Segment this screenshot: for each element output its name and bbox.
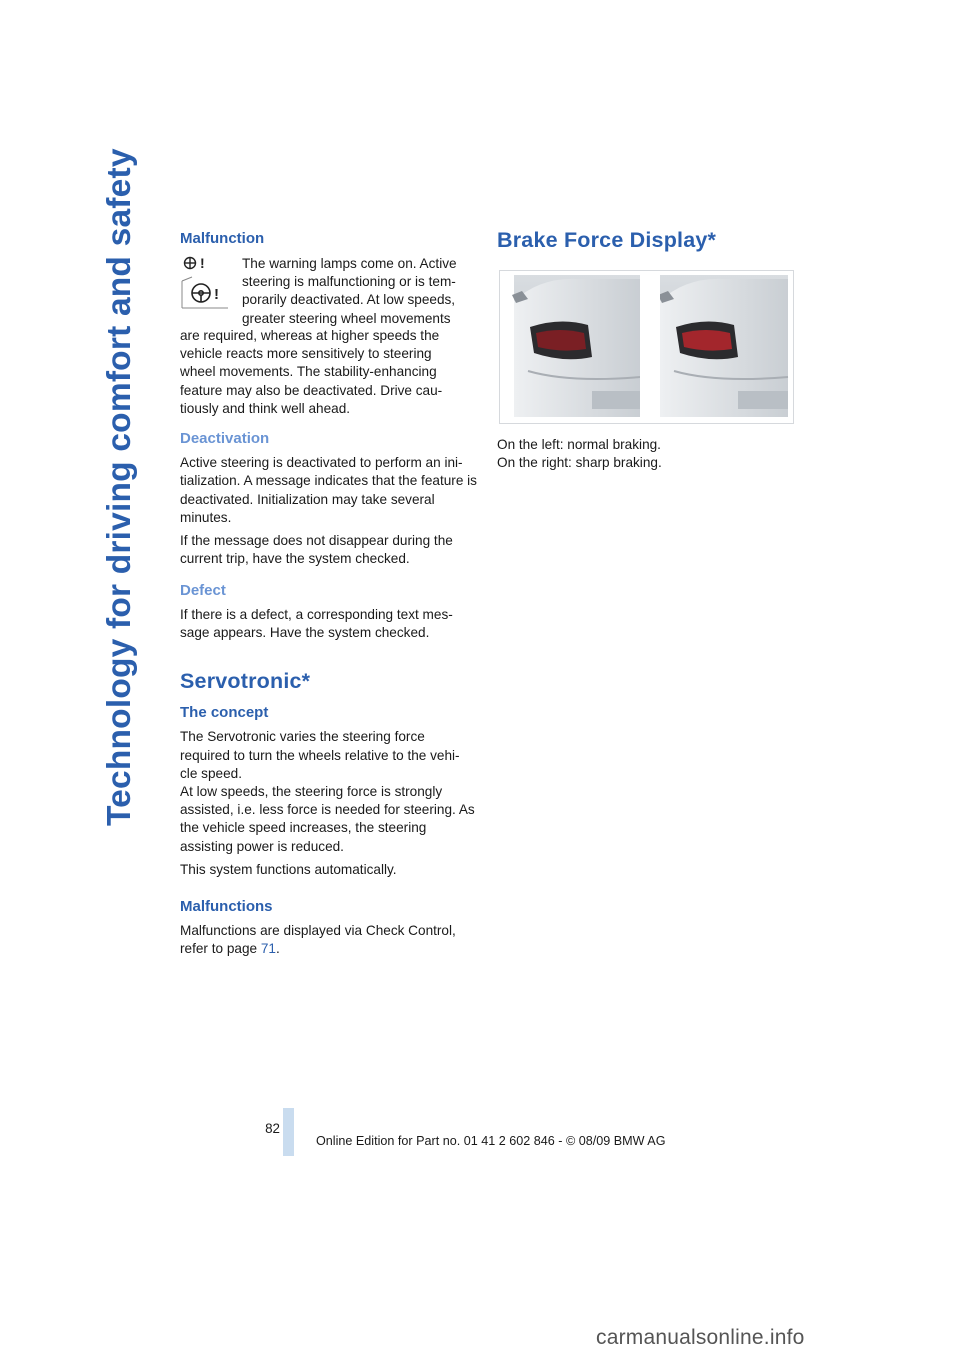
servotronic-section	[180, 669, 478, 964]
footer-accent-bar	[283, 1108, 294, 1156]
malfunction-line-5: are required, whereas at higher speeds the	[180, 328, 440, 343]
malfunction-body-indented	[242, 255, 478, 328]
malfunction-line-8: feature may also be deactivated. Drive cau-	[180, 382, 443, 398]
svg-text:!: !	[214, 286, 219, 303]
malfunctions-heading: Malfunctions	[180, 898, 273, 916]
defect-para: If there is a defect, a corresponding text mes- sage appears. Have the system checked.	[180, 607, 453, 641]
chapter-title: Technology for driving comfort and safety	[101, 148, 138, 826]
malfunction-body-full	[180, 327, 478, 418]
caption-left: On the left: normal braking.	[497, 437, 661, 452]
malfunctions-text: Malfunctions are displayed via Check Control, refer to page	[180, 923, 456, 957]
page-number: 82	[265, 1121, 280, 1136]
deactivation-heading: Deactivation	[180, 430, 270, 447]
site-watermark: carmanualsonline.info	[596, 1326, 805, 1349]
defect-heading: Defect	[180, 582, 226, 599]
concept-para-1b: At low speeds, the steering force is strongly assisted, i.e. less force is needed for steering. As the vehicle speed increases, the steering assisting power is reduced.	[180, 784, 475, 854]
malfunction-heading: Malfunction	[180, 230, 265, 247]
concept-heading: The concept	[180, 704, 269, 722]
brake-force-section	[497, 228, 716, 253]
malfunction-line-2: steering is malfunctioning or is tem-	[242, 274, 456, 290]
caption-right: On the right: sharp braking.	[497, 455, 662, 471]
malfunction-line-4: greater steering wheel movements	[242, 310, 451, 326]
malfunctions-para	[180, 922, 478, 958]
svg-text:!: !	[200, 255, 205, 271]
car-rear-sharp-braking	[658, 275, 788, 417]
malfunction-line-3: porarily deactivated. At low speeds,	[242, 292, 456, 308]
brake-force-heading: Brake Force Display*	[497, 228, 717, 252]
concept-para-1a: The Servotronic varies the steering force required to turn the wheels relative to the vehi- cle speed.	[180, 729, 460, 781]
page-71-link[interactable]: 71	[260, 941, 276, 957]
malfunction-line-6: vehicle reacts more sensitively to steering	[180, 346, 432, 362]
edition-footer: Online Edition for Part no. 01 41 2 602 846 - © 08/09 BMW AG	[316, 1134, 666, 1148]
car-rear-normal-braking	[512, 275, 640, 417]
malfunction-line-7: wheel movements. The stability-enhancing	[180, 364, 437, 380]
brake-force-captions	[497, 436, 795, 472]
steering-warning-icon	[178, 253, 232, 311]
malfunctions-end: .	[275, 941, 280, 957]
malfunction-line-1: The warning lamps come on. Active	[242, 256, 457, 271]
brake-lights-illustration	[499, 270, 794, 424]
chapter-side-tab	[97, 148, 157, 826]
defect-section	[180, 582, 478, 648]
deactivation-para-2: If the message does not disappear during the current trip, have the system checked.	[180, 533, 453, 567]
deactivation-para-1: Active steering is deactivated to perform an ini- tialization. A message indicates that the feature is deactivated. Initialization may take several minutes.	[180, 455, 477, 525]
malfunction-section	[180, 230, 264, 247]
concept-para-2: This system functions automatically.	[180, 861, 397, 877]
deactivation-section	[180, 430, 478, 573]
malfunction-line-9: tiously and think well ahead.	[180, 400, 351, 416]
servotronic-heading: Servotronic*	[180, 669, 311, 693]
